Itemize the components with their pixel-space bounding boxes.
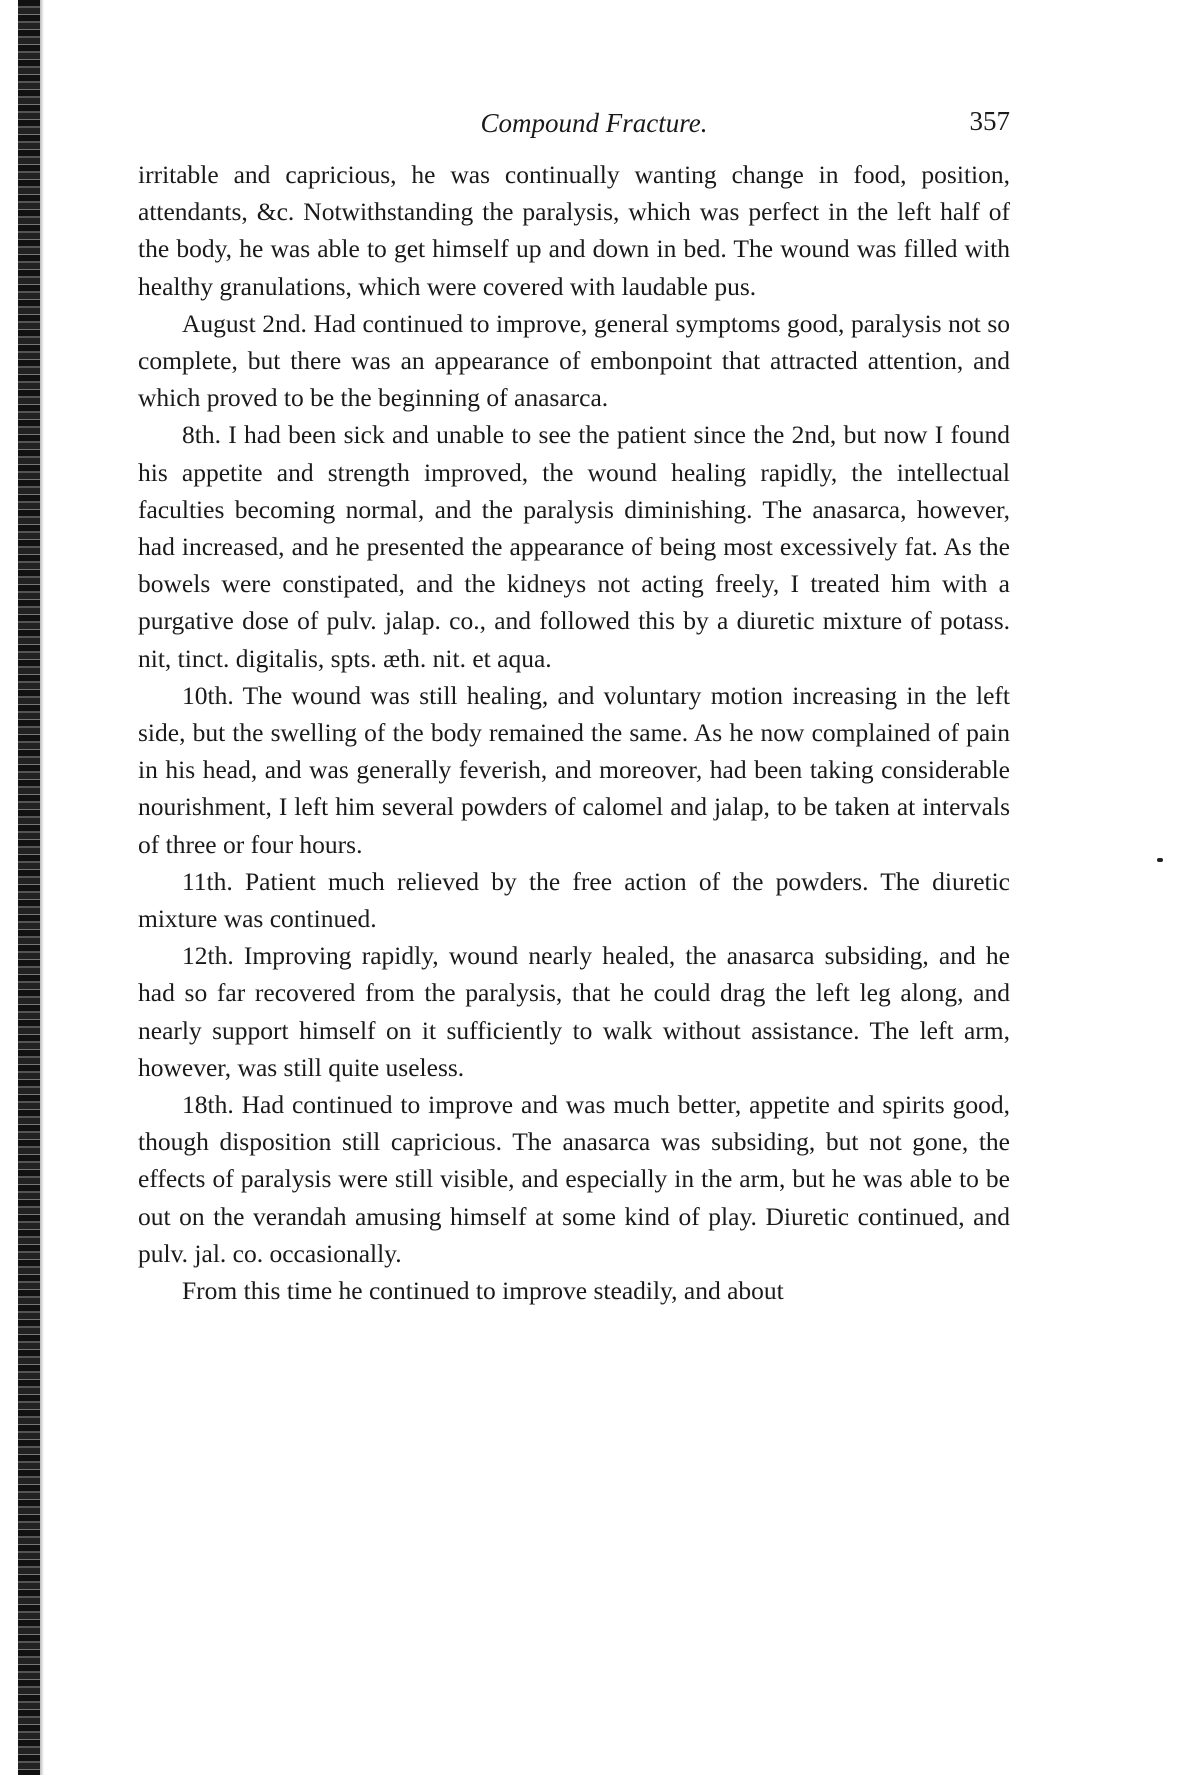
body-text bbox=[138, 156, 1010, 1309]
running-title: Compound Fracture. bbox=[480, 108, 708, 138]
book-binding-edge bbox=[18, 0, 40, 1775]
paragraph-10th: 10th. The wound was still healing, and voluntary motion increasing in the left side, but the swelling of the body remained the same. As he now complained of pain in his head, and was generally feverish, and moreover, had been taking considerable nourishment, I left him several powders of calomel and jalap, to be taken at intervals of three or four hours. bbox=[138, 680, 1010, 859]
page-number: 357 bbox=[969, 106, 1010, 136]
paragraph-august-2nd: August 2nd. Had continued to improve, general symptoms good, paralysis not so complete, but there was an appearance of embonpoint that attracted attention, and which proved to be the beginning of anasarca. bbox=[138, 308, 1010, 413]
paragraph-final: From this time he continued to improve steadily, and about bbox=[182, 1276, 784, 1306]
running-header bbox=[138, 100, 1010, 144]
ink-speck bbox=[1157, 858, 1163, 862]
paragraph-12th: 12th. Improving rapidly, wound nearly healed, the anasarca subsiding, and he had so far recovered from the paralysis, that he could drag the left leg along, and nearly support himself on it sufficiently to walk without assistance. The left arm, however, was still quite useless. bbox=[138, 941, 1010, 1082]
paragraph-11th: 11th. Patient much relieved by the free action of the powders. The diuretic mixture was continued. bbox=[138, 866, 1010, 934]
paragraph-18th: 18th. Had continued to improve and was much better, appetite and spirits good, though disposition still capricious. The anasarca was subsiding, but not gone, the effects of paralysis were still visible, and especially in the arm, but he was able to be out on the verandah amusing himself at some kind of play. Diuretic continued, and pulv. jal. co. occasionally. bbox=[138, 1090, 1010, 1268]
paragraph-continuation: irritable and capricious, he was continually wanting change in food, position, attendants, &c. Notwithstanding the paralysis, which was perfect in the left half of the body, he was able to get himself up and down in bed. The wound was filled with healthy granulations, which were covered with laudable pus. bbox=[138, 160, 1010, 301]
book-page bbox=[138, 100, 1010, 1309]
paragraph-8th: 8th. I had been sick and unable to see the patient since the 2nd, but now I found his appetite and strength improved, the wound healing rapidly, the intellectual faculties becoming normal, and the paralysis diminishing. The anasarca, however, had increased, and he presented the appearance of being most excessively fat. As the bowels were constipated, and the kidneys not acting freely, I treated him with a purgative dose of pulv. jalap. co., and followed this by a diuretic mixture of potass. nit, tinct. digitalis, spts. æth. nit. et aqua. bbox=[138, 420, 1010, 673]
